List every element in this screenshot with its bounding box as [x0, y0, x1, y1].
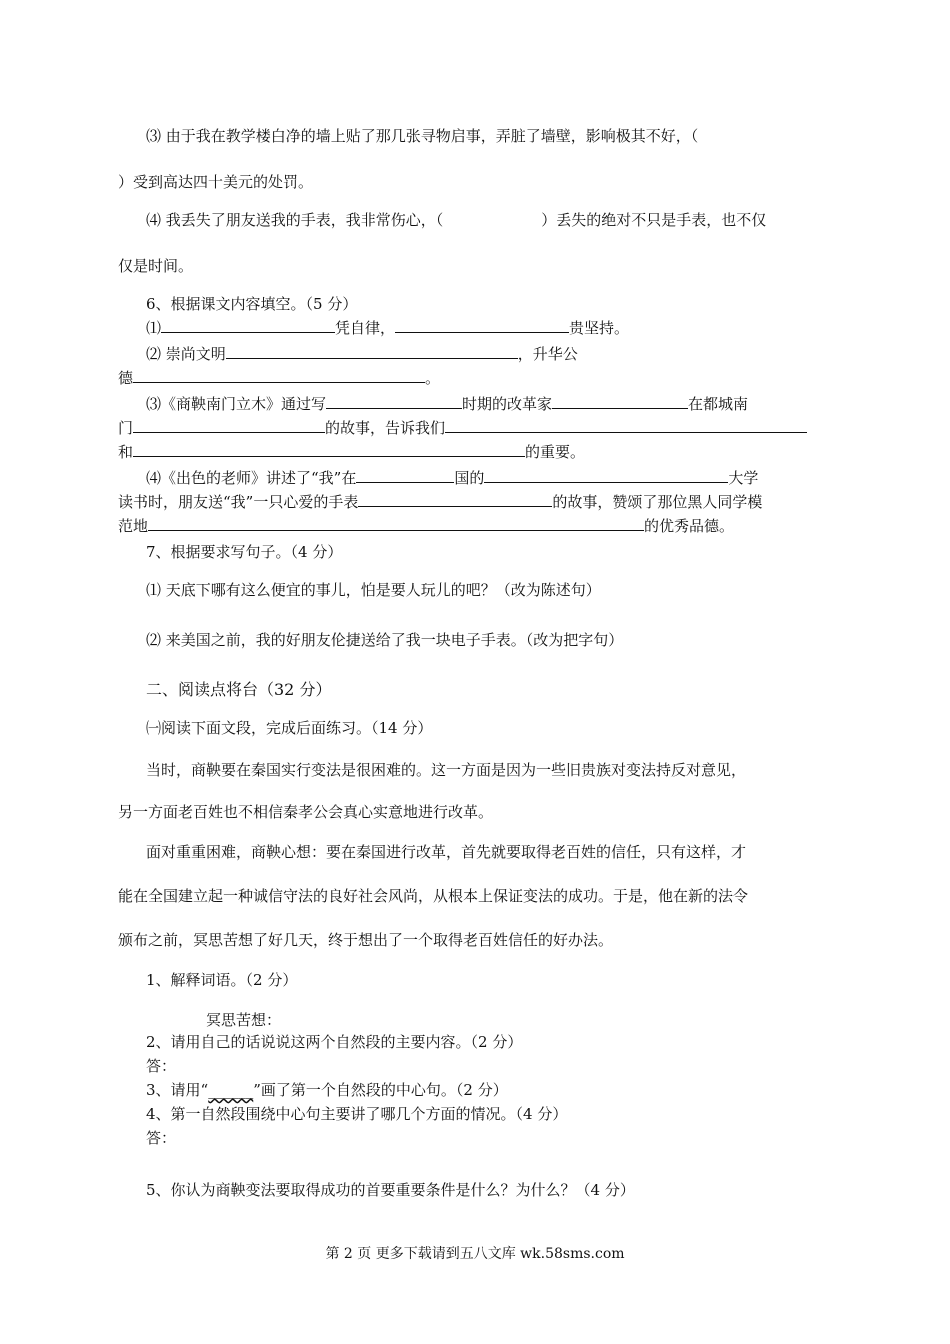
passage-p1-line2: 另一方面老百姓也不相信秦孝公会真心实意地进行改革。 [118, 803, 494, 821]
fill-blank[interactable] [445, 418, 807, 433]
q5-item3-line2: ）受到高达四十美元的处罚。 [118, 173, 314, 191]
passage-p2-line2: 能在全国建立起一种诚信守法的良好社会风尚，从根本上保证变法的成功。于是，他在新的法令 [118, 887, 749, 905]
q6-line4: ⑶《商鞅南门立木》通过写 时期的改革家 在都城南 [146, 395, 749, 413]
q7-sentence-2: ⑵ 来美国之前，我的好朋友伦捷送给了我一块电子手表。（改为把字句） [146, 631, 624, 649]
passage-p1-line1: 当时，商鞅要在秦国实行变法是很困难的。这一方面是因为一些旧贵族对变法持反对意见， [146, 761, 747, 779]
part2-subtitle: ㈠阅读下面文段，完成后面练习。（14 分） [146, 719, 433, 737]
exercise-1: 1、解释词语。（2 分） [146, 971, 298, 989]
page-footer: 第 2 页 更多下载请到五八文库 wk.58sms.com [325, 1246, 625, 1262]
q7-sentence-1: ⑴ 天底下哪有这么便宜的事儿，怕是要人玩儿的吧？（改为陈述句） [146, 581, 601, 599]
q6-line6: 和 的重要。 [118, 443, 586, 461]
fill-blank[interactable] [148, 516, 644, 531]
fill-blank[interactable] [484, 468, 728, 483]
q6-title: 6、根据课文内容填空。（5 分） [146, 295, 358, 313]
exercise-4-answer: 答： [146, 1129, 177, 1147]
fill-blank[interactable] [552, 394, 688, 409]
fill-blank[interactable] [358, 492, 552, 507]
part2-title: 二、阅读点将台（32 分） [146, 680, 332, 699]
q6-line9: 范地 的优秀品德。 [118, 517, 735, 535]
fill-blank[interactable] [395, 318, 569, 333]
exercise-2-answer: 答： [146, 1057, 177, 1075]
exercise-1-word: 冥思苦想： [206, 1011, 282, 1029]
q6-line2: ⑵ 崇尚文明 ，升华公 [146, 345, 578, 363]
q6-line7: ⑷《出色的老师》讲述了“我”在 国的 大学 [146, 469, 759, 487]
passage-p2-line1: 面对重重困难，商鞅心想：要在秦国进行改革，首先就要取得老百姓的信任，只有这样，才 [146, 843, 747, 861]
q7-title: 7、根据要求写句子。（4 分） [146, 543, 343, 561]
q6-line3: 德 。 [118, 369, 441, 387]
q5-item4-line2: 仅是时间。 [118, 257, 194, 275]
exercise-5: 5、你认为商鞅变法要取得成功的首要重要条件是什么？为什么？（4 分） [146, 1181, 635, 1199]
q6-line1: ⑴ 凭自律， 贵坚持。 [146, 319, 630, 337]
q6-line8: 读书时，朋友送“我”一只心爱的手表 的故事，赞颂了那位黑人同学模 [118, 493, 763, 511]
q5-item3-line1: ⑶ 由于我在教学楼白净的墙上贴了那几张寻物启事，弄脏了墙壁，影响极其不好，（ [146, 127, 699, 145]
wavy-underline-mark: ______ [208, 1081, 254, 1099]
q5-item4-line1: ⑷ 我丢失了朋友送我的手表，我非常伤心，（ ）丢失的绝对不只是手表，也不仅 [146, 211, 767, 229]
q6-line5: 门 的故事，告诉我们 [118, 418, 807, 438]
fill-blank[interactable] [356, 468, 454, 483]
exercise-2: 2、请用自己的话说说这两个自然段的主要内容。（2 分） [146, 1033, 523, 1051]
exercise-3: 3、请用“______”画了第一个自然段的中心句。（2 分） [146, 1081, 508, 1099]
fill-blank[interactable] [326, 394, 462, 409]
fill-blank[interactable] [133, 368, 425, 383]
fill-blank[interactable] [133, 418, 325, 433]
exercise-4: 4、第一自然段围绕中心句主要讲了哪几个方面的情况。（4 分） [146, 1105, 568, 1123]
fill-blank[interactable] [226, 344, 518, 359]
passage-p2-line3: 颁布之前，冥思苦想了好几天，终于想出了一个取得老百姓信任的好办法。 [118, 931, 614, 949]
fill-blank[interactable] [161, 318, 335, 333]
fill-blank[interactable] [133, 442, 525, 457]
